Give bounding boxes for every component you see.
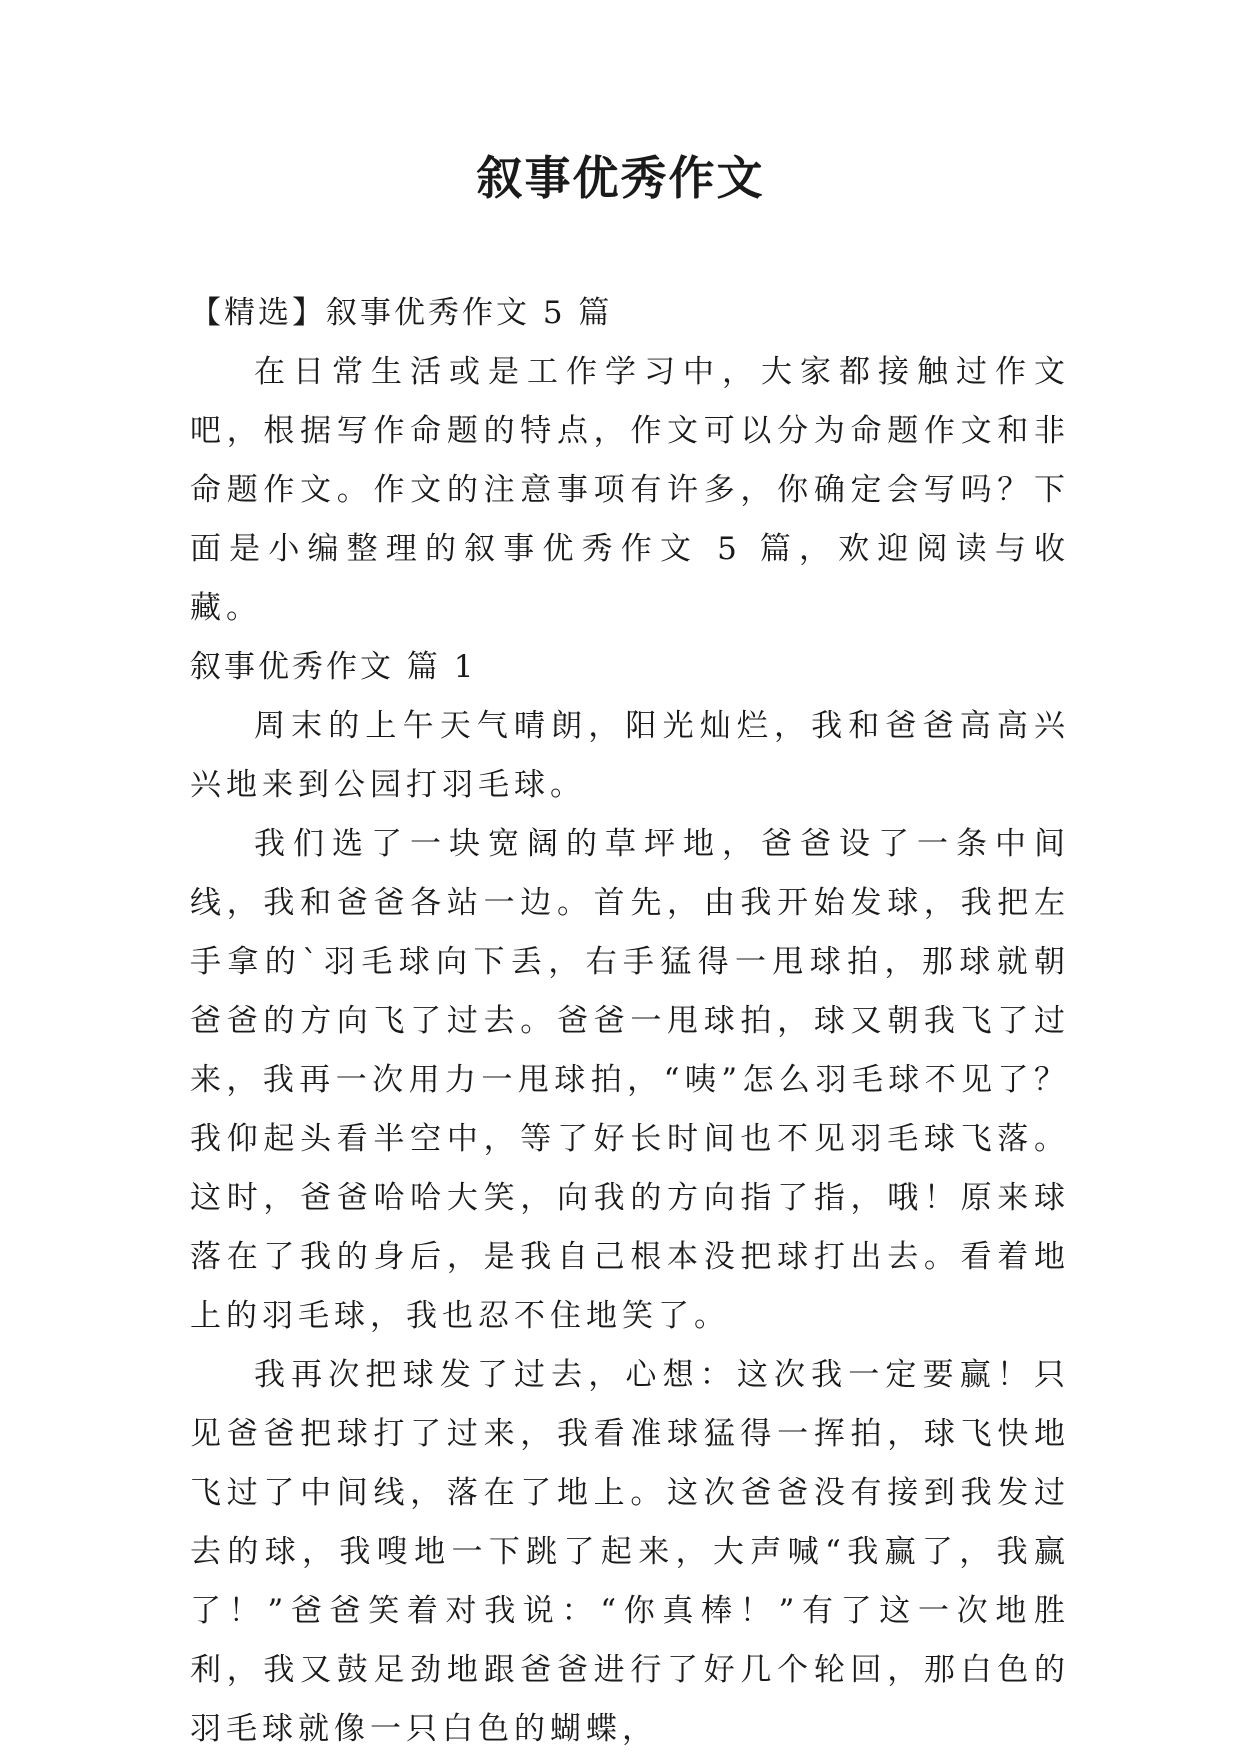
intro-paragraph: 在日常生活或是工作学习中，大家都接触过作文吧，根据写作命题的特点，作文可以分为命题作文和非命题作文。作文的注意事项有许多，你确定会写吗？下面是小编整理的叙事优秀作文 5 篇，欢迎阅读与收藏。 [190, 354, 1070, 626]
body-paragraph-1: 周末的上午天气晴朗，阳光灿烂，我和爸爸高高兴兴地来到公园打羽毛球。 [190, 708, 1070, 803]
body-paragraph-2: 我们选了一块宽阔的草坪地，爸爸设了一条中间线，我和爸爸各站一边。首先，由我开始发球，我把左手拿的`羽毛球向下丢，右手猛得一甩球拍，那球就朝爸爸的方向飞了过去。爸爸一甩球拍，球又朝我飞了过来，我再一次用力一甩球拍，“咦”怎么羽毛球不见了？我仰起头看半空中，等了好长时间也不见羽毛球飞落。这时，爸爸哈哈大笑，向我的方向指了指，哦！原来球落在了我的身后，是我自己根本没把球打出去。看着地上的羽毛球，我也忍不住地笑了。 [190, 826, 1070, 1334]
document-title: 叙事优秀作文 [476, 151, 765, 205]
document-body [190, 284, 1070, 1759]
section-heading: 叙事优秀作文 篇 1 [190, 649, 477, 685]
body-paragraph-3: 我再次把球发了过去，心想：这次我一定要赢！只见爸爸把球打了过来，我看准球猛得一挥拍，球飞快地飞过了中间线，落在了地上。这次爸爸没有接到我发过去的球，我嗖地一下跳了起来，大声喊“我赢了，我赢了！”爸爸笑着对我说：“你真棒！”有了这一次地胜利，我又鼓足劲地跟爸爸进行了好几个轮回，那白色的羽毛球就像一只白色的蝴蝶， [190, 1357, 1070, 1747]
document-subtitle: 【精选】叙事优秀作文 5 篇 [190, 295, 613, 331]
